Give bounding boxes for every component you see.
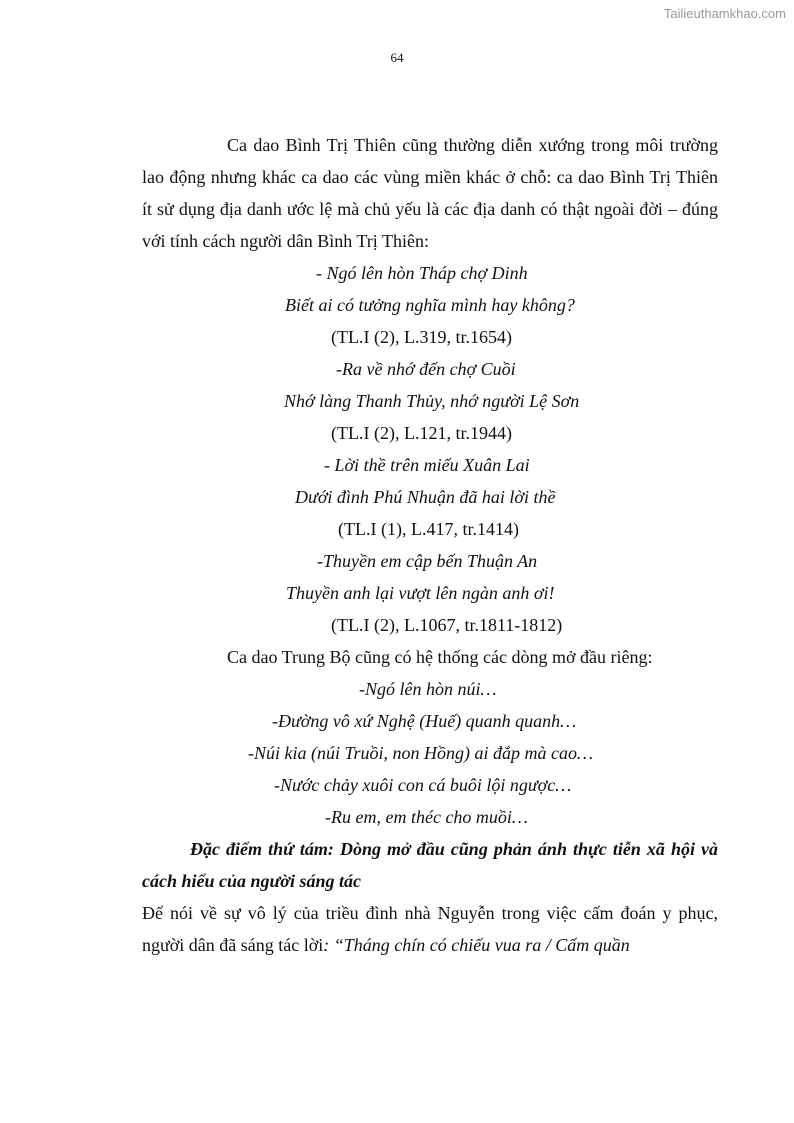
- verse-reference: (TL.I (1), L.417, tr.1414): [338, 519, 519, 539]
- watermark: Tailieuthamkhao.com: [663, 6, 786, 21]
- intro-line-4: đời – đúng với tính cách người dân Bình Trị Thiên:: [142, 199, 718, 251]
- heading-line-2: cách hiểu của người sáng tác: [142, 871, 361, 891]
- verse-line: -Ra về nhớ đến chợ Cuồi: [336, 359, 516, 379]
- verse-line: Nhớ làng Thanh Thủy, nhớ người Lệ Sơn: [284, 391, 580, 411]
- verse-line: - Lời thề trên miếu Xuân Lai: [324, 455, 530, 475]
- opening-line: -Ngó lên hòn núi…: [359, 679, 497, 699]
- verse-line: -Thuyền em cập bến Thuận An: [317, 551, 538, 571]
- verse-line: Thuyền anh lại vượt lên ngàn anh ơi!: [286, 583, 555, 603]
- openings-list: [142, 673, 718, 833]
- verse-3: [142, 449, 718, 545]
- section-heading: [142, 833, 718, 897]
- verse-4: [142, 545, 718, 641]
- opening-line: -Đường vô xứ Nghệ (Huế) quanh quanh…: [272, 711, 577, 731]
- openings-intro: Ca dao Trung Bộ cũng có hệ thống các dòng mở đầu riêng:: [227, 647, 653, 667]
- opening-line: -Ru em, em théc cho muồi…: [325, 807, 528, 827]
- intro-line-2: lao động nhưng khác ca dao các vùng miền khác ở chỗ: ca dao Bình Trị: [142, 167, 671, 187]
- verse-reference: (TL.I (2), L.319, tr.1654): [331, 327, 512, 347]
- verse-2: [142, 353, 718, 449]
- verse-1: [142, 257, 718, 353]
- verse-line: Dưới đình Phú Nhuận đã hai lời thề: [295, 487, 556, 507]
- page-number: 64: [390, 50, 404, 65]
- page-content: [142, 129, 718, 961]
- verse-reference: (TL.I (2), L.1067, tr.1811-1812): [331, 615, 563, 635]
- closing-line-2: phục, người dân đã sáng tác lời: [142, 903, 718, 955]
- opening-line: -Núi kia (núi Truồi, non Hồng) ai đắp mà cao…: [248, 743, 593, 763]
- verse-line: - Ngó lên hòn Tháp chợ Dinh: [316, 263, 528, 283]
- verse-reference: (TL.I (2), L.121, tr.1944): [331, 423, 512, 443]
- intro-line-3: Thiên ít sử dụng địa danh ước lệ mà chủ yếu là các địa danh có thật ngoài: [142, 167, 718, 219]
- intro-line-1: Ca dao Bình Trị Thiên cũng thường diễn xướng trong môi trường: [227, 135, 718, 155]
- heading-line-1: Đặc điểm thứ tám: Dòng mở đầu cũng phản ánh thực tiễn xã hội và: [190, 839, 718, 859]
- intro-paragraph: [142, 129, 718, 257]
- verse-line: Biết ai có tưởng nghĩa mình hay không?: [285, 295, 575, 315]
- closing-quote: : “Tháng chín có chiếu vua ra / Cấm quần: [323, 935, 630, 955]
- opening-line: -Nước chảy xuôi con cá buôi lội ngược…: [274, 775, 572, 795]
- closing-line-1: Để nói về sự vô lý của triều đình nhà Nguyễn trong việc cấm đoán y: [142, 903, 672, 923]
- closing-paragraph: [142, 897, 718, 961]
